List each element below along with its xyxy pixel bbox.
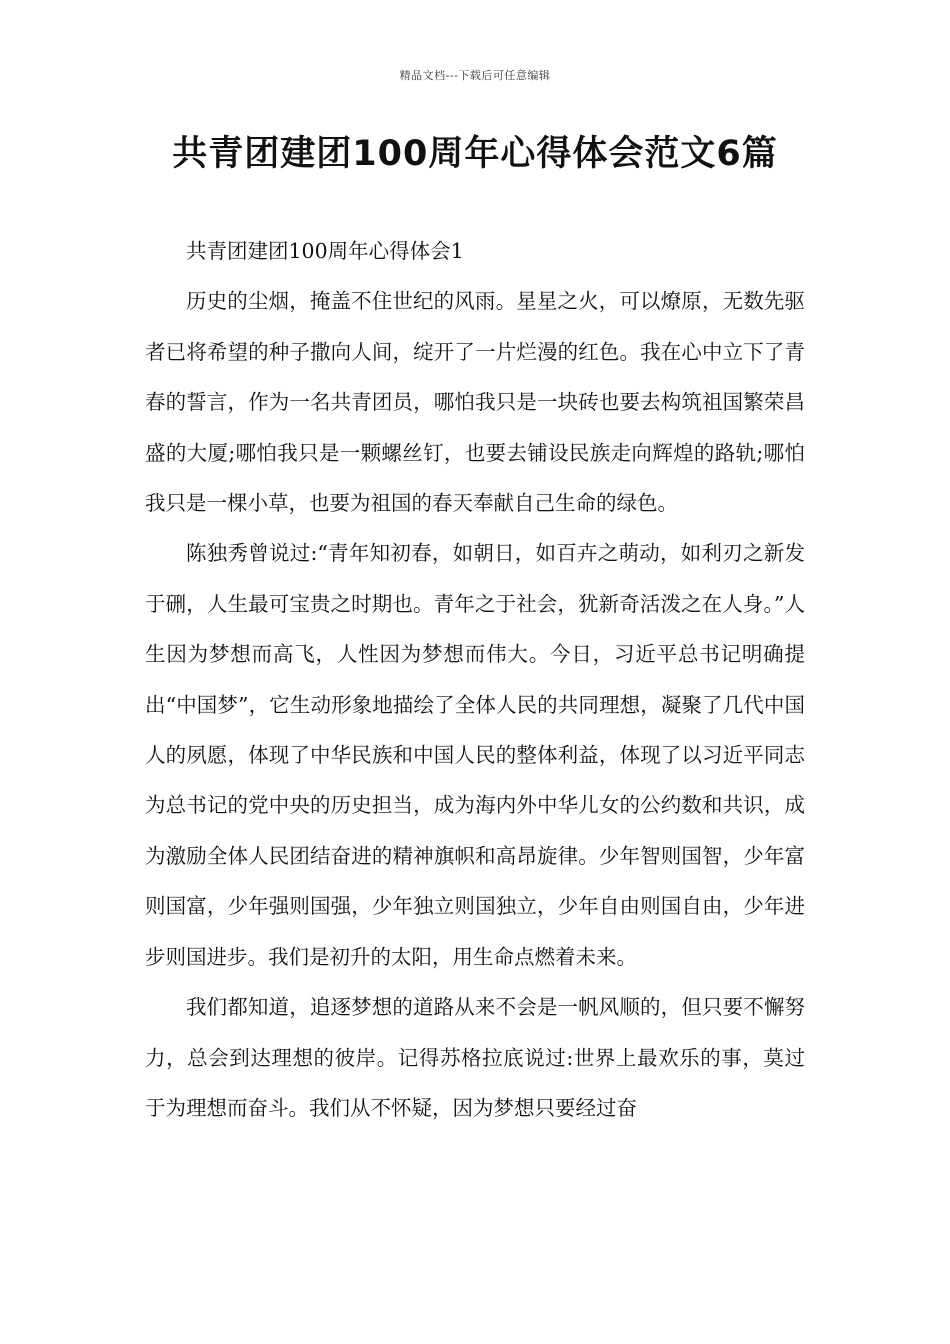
section-heading: 共青团建团100周年心得体会1 bbox=[186, 239, 464, 263]
document-body bbox=[145, 226, 805, 1133]
paragraph: 历史的尘烟，掩盖不住世纪的风雨。星星之火，可以燎原，无数先驱者已将希望的种子撒向人间，绽开了一片烂漫的红色。我在心中立下了青春的誓言，作为一名共青团员，哪怕我只是一块砖也要去构筑祖国繁荣昌盛的大厦;哪怕我只是一颗螺丝钉，也要去铺设民族走向辉煌的路轨;哪怕我只是一棵小草，也要为祖国的春天奉献自己生命的绿色。 bbox=[145, 289, 805, 516]
document-title: 共青团建团100周年心得体会范文6篇 bbox=[172, 134, 778, 174]
paragraph: 我们都知道，追逐梦想的道路从来不会是一帆风顺的，但只要不懈努力，总会到达理想的彼岸。记得苏格拉底说过:世界上最欢乐的事，莫过于为理想而奋斗。我们从不怀疑，因为梦想只要经过奋 bbox=[145, 995, 805, 1120]
header-note: 精品文档---下载后可任意编辑 bbox=[399, 69, 551, 82]
paragraph: 陈独秀曾说过:“青年知初春，如朝日，如百卉之萌动，如利刃之新发于硎，人生最可宝贵之时期也。青年之于社会，犹新奇活泼之在人身。”人生因为梦想而高飞，人性因为梦想而伟大。今日，习近平总书记明确提出“中国梦”，它生动形象地描绘了全体人民的共同理想，凝聚了几代中国人的夙愿，体现了中华民族和中国人民的整体利益，体现了以习近平同志为总书记的党中央的历史担当，成为海内外中华儿女的公约数和共识，成为激励全体人民团结奋进的精神旗帜和高昂旋律。少年智则国智，少年富则国富，少年强则国强，少年独立则国独立，少年自由则国自由，少年进步则国进步。我们是初升的太阳，用生命点燃着未来。 bbox=[145, 541, 805, 969]
